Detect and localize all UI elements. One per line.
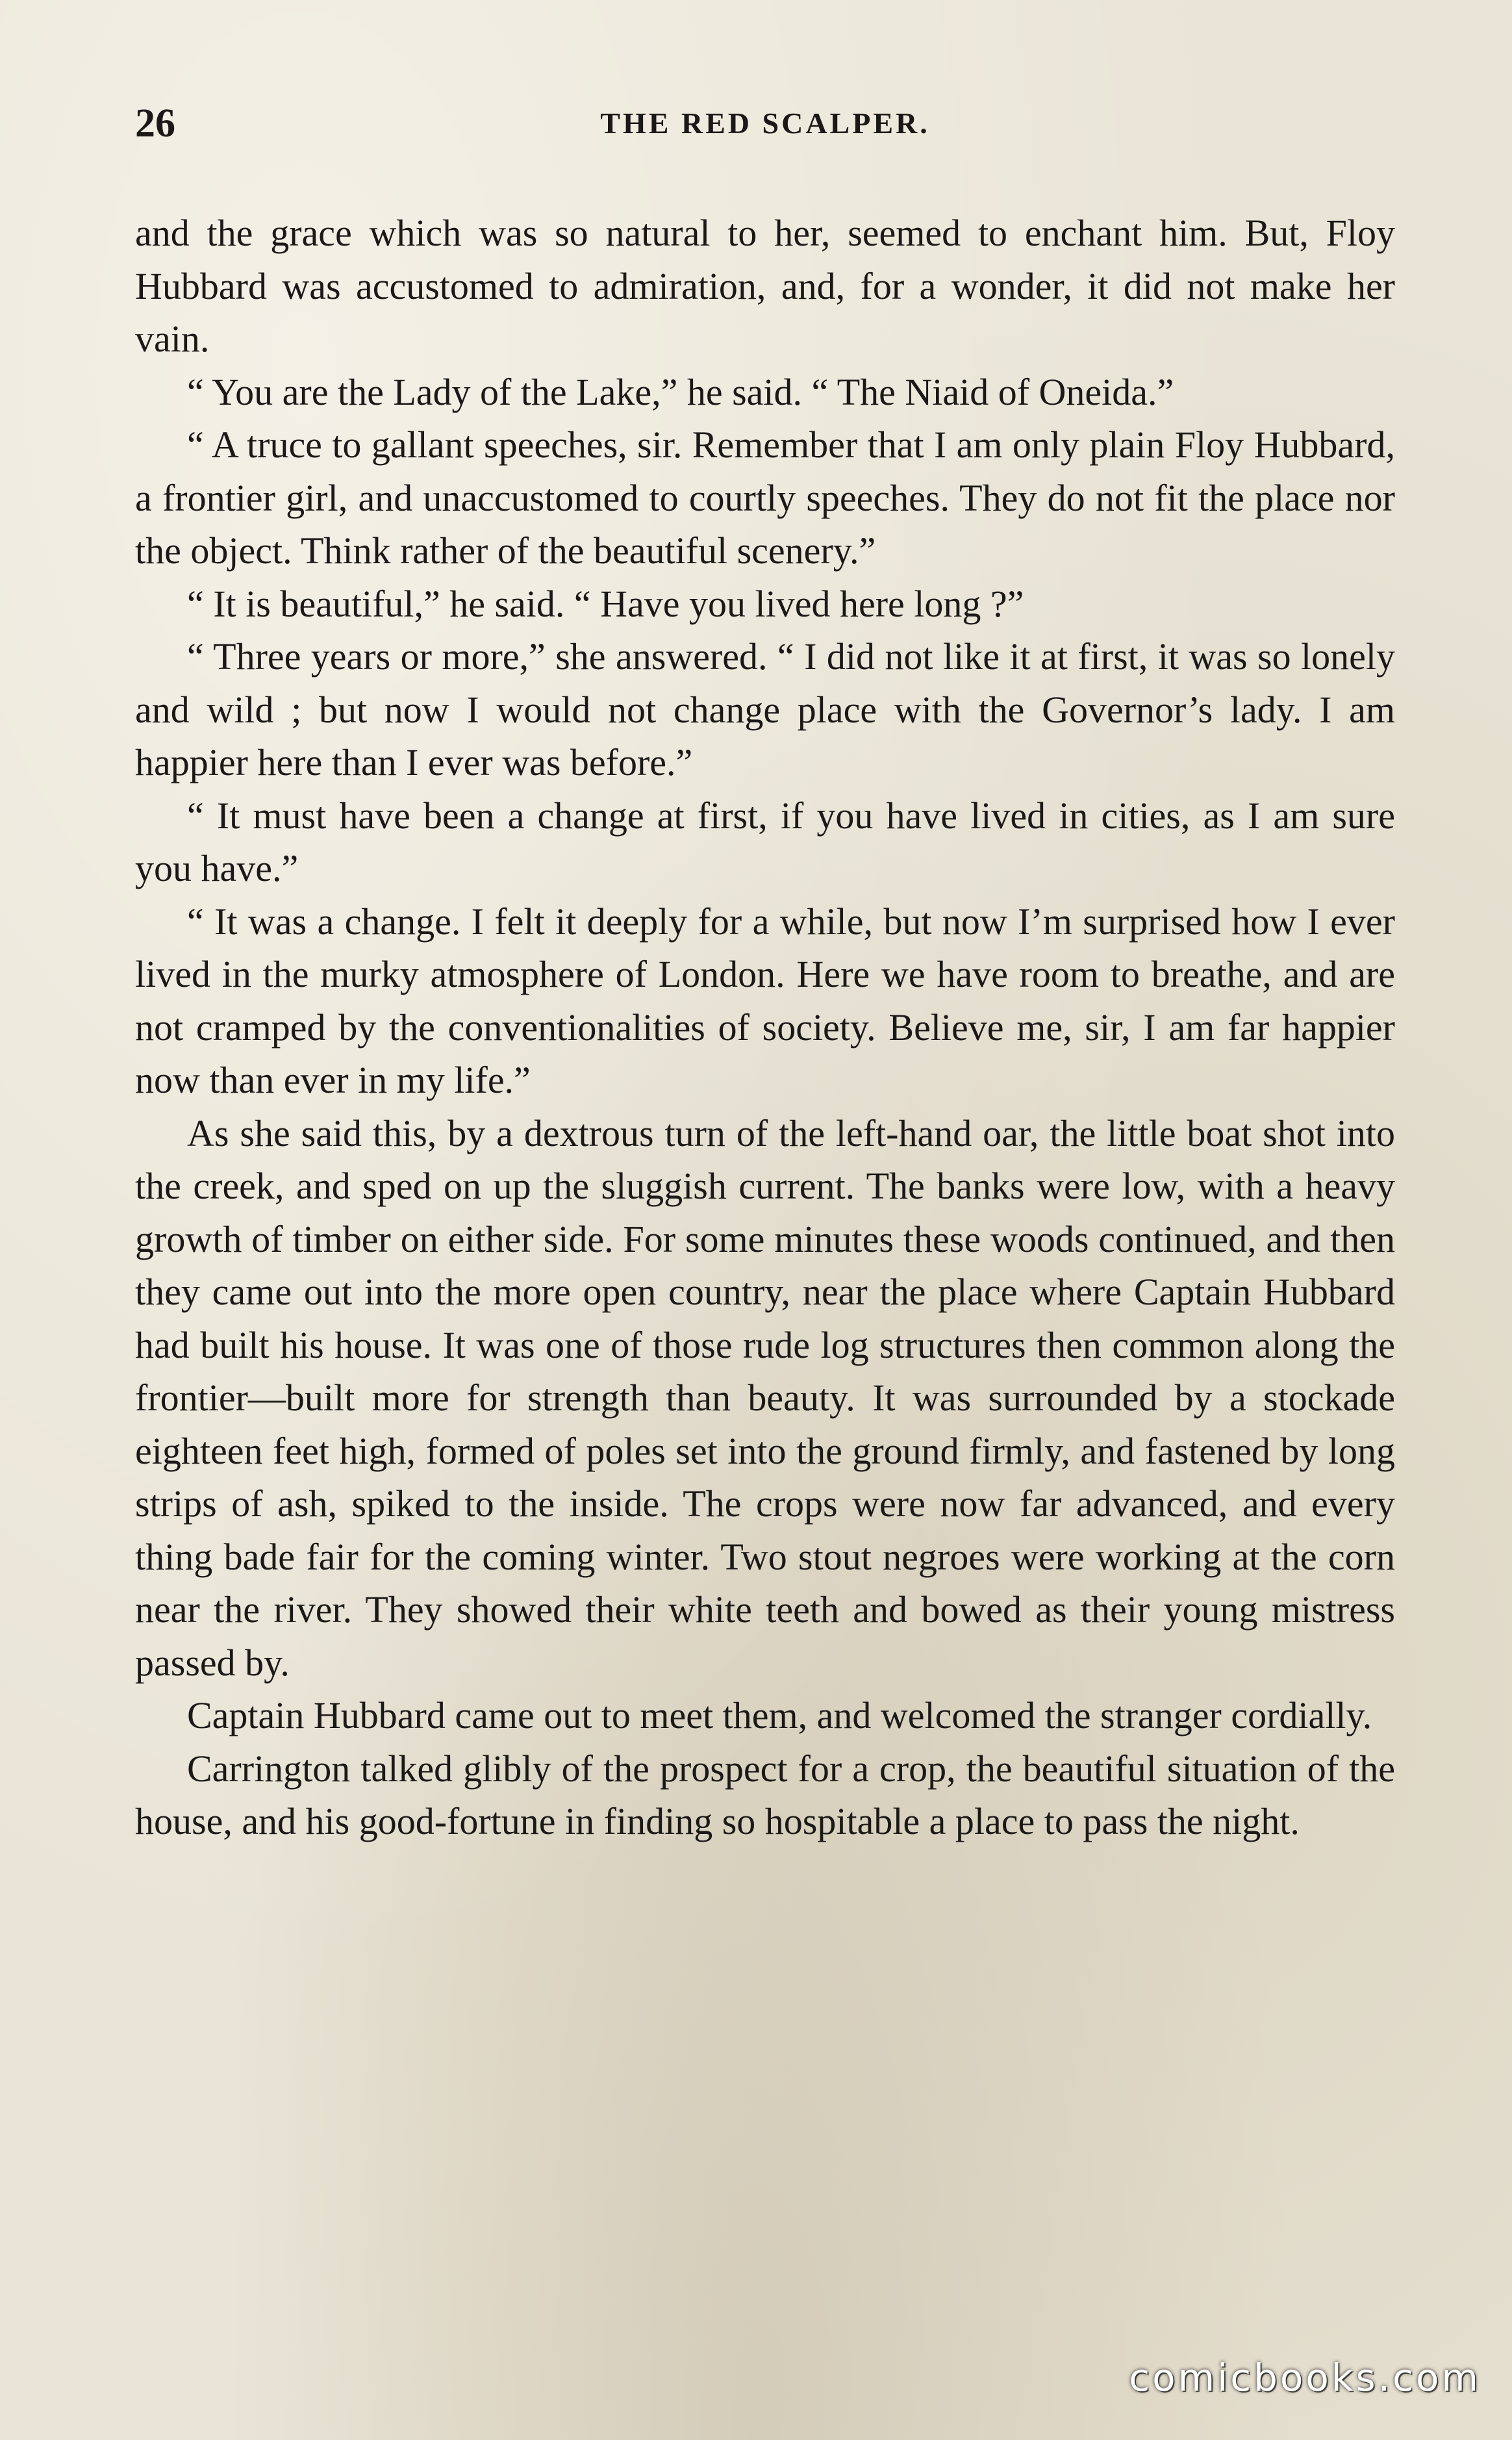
page-number: 26 bbox=[135, 101, 175, 146]
paragraph: “ It must have been a change at first, if you have lived in cities, as I am sure you have.” bbox=[135, 794, 1395, 889]
paragraph: “ It is beautiful,” he said. “ Have you lived here long ?” bbox=[187, 582, 1024, 625]
paragraph: “ It was a change. I felt it deeply for a while, but now I’m surprised how I ever lived in the murky atmosphere of London. Here we have room to breathe, and are not cramped by the conventionalities of society. Believe me, sir, I am far happier now than ever in my life.” bbox=[135, 900, 1395, 1101]
body-text bbox=[135, 207, 1395, 1848]
paragraph: Captain Hubbard came out to meet them, and welcomed the stranger cordially. bbox=[187, 1694, 1372, 1736]
paragraph: “ A truce to gallant speeches, sir. Remember that I am only plain Floy Hubbard, a frontier girl, and unaccustomed to courtly speeches. They do not fit the place nor the object. Think rather of the beautiful scenery.” bbox=[135, 424, 1395, 572]
paragraph: “ Three years or more,” she answered. “ I did not like it at first, it was so lonely and wild ; but now I would not change place with the Governor’s lady. I am happier here than I ever was before.” bbox=[135, 635, 1395, 783]
site-watermark: comicbooks.com bbox=[1129, 2356, 1481, 2400]
paragraph: and the grace which was so natural to her, seemed to enchant him. But, Floy Hubbard was accustomed to admiration, and, for a wonder, it did not make her vain. bbox=[135, 212, 1395, 360]
paragraph: As she said this, by a dextrous turn of the left-hand oar, the little boat shot into the creek, and sped on up the sluggish current. The banks were low, with a heavy growth of timber on either side. For some minutes these woods continued, and then they came out into the more open country, near the place where Captain Hubbard had built his house. It was one of those rude log structures then common along the frontier—built more for strength than beauty. It was surrounded by a stockade eighteen feet high, formed of poles set into the ground firmly, and fastened by long strips of ash, spiked to the inside. The crops were now far advanced, and every thing bade fair for the coming winter. Two stout negroes were working at the corn near the river. They showed their white teeth and bowed as their young mistress passed by. bbox=[135, 1112, 1395, 1684]
paragraph: Carrington talked glibly of the prospect for a crop, the beautiful situation of the house, and his good-fortune in finding so hospitable a place to pass the night. bbox=[135, 1747, 1395, 1842]
running-title: THE RED SCALPER. bbox=[600, 107, 930, 140]
paragraph: “ You are the Lady of the Lake,” he said. “ The Niaid of Oneida.” bbox=[187, 370, 1174, 413]
page-header bbox=[135, 97, 1395, 149]
